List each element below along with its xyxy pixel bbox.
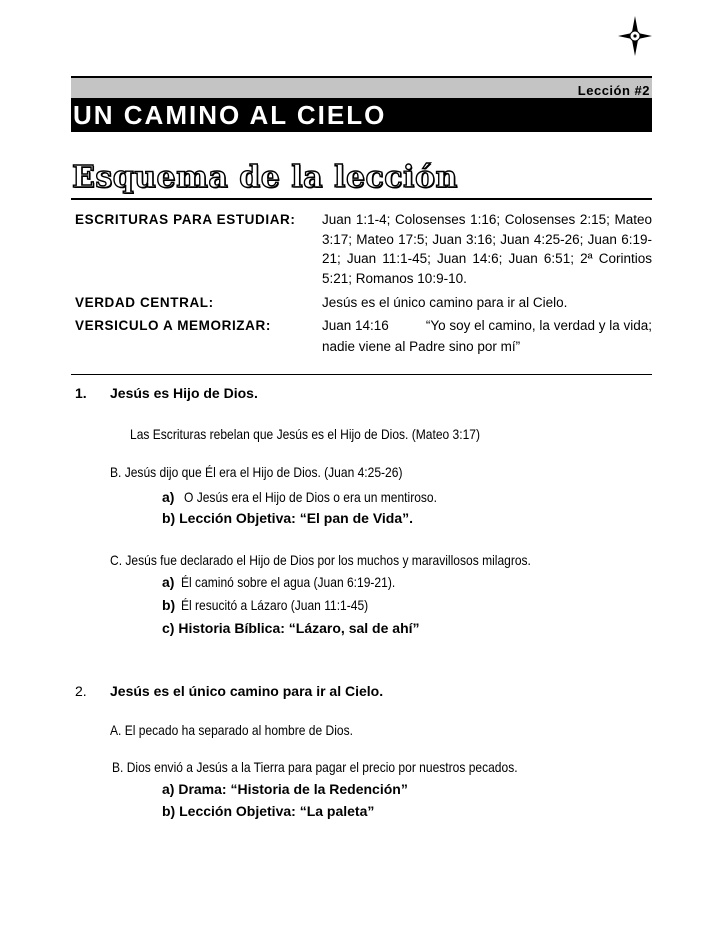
point-2-title: Jesús es el único camino para ir al Cielo. <box>110 683 384 699</box>
title-band <box>71 98 652 132</box>
point-1-c-c: c) Historia Bíblica: “Lázaro, sal de ahí” <box>162 620 420 636</box>
point-1-b-a-mark: a) <box>162 489 175 505</box>
scriptures-value: Juan 1:1-4; Colosenses 1:16; Colosenses 2:15; Mateo 3:17; Mateo 17:5; Juan 3:16; Juan 4:25-26; Juan 6:19-21; Juan 11:1-45; Juan 14:6; Juan 6:51; 2ª Corintios 5:21; Romanos 10:9-10. <box>322 212 652 286</box>
heading-divider <box>71 198 652 200</box>
point-2-b: B. Dios envió a Jesús a la Tierra para pagar el precio por nuestros pecados. <box>112 759 518 775</box>
point-1-number: 1. <box>75 385 87 401</box>
lesson-band <box>71 76 652 100</box>
point-2-number: 2. <box>75 683 87 699</box>
point-1-c-b-mark: b) <box>162 597 176 613</box>
point-1-c: C. Jesús fue declarado el Hijo de Dios por los muchos y maravillosos milagros. <box>110 552 531 568</box>
verse-ref: Juan 14:16 <box>322 318 389 333</box>
truth-value: Jesús es el único camino para ir al Cielo. <box>322 295 568 310</box>
point-1-c-b-text: Él resucitó a Lázaro (Juan 11:1-45) <box>181 597 369 613</box>
verse-text-1: “Yo soy el camino, la verdad y la vida; <box>425 318 652 333</box>
scriptures-label: ESCRITURAS PARA ESTUDIAR: <box>75 212 296 227</box>
point-1-c-a-text: Él caminó sobre el agua (Juan 6:19-21). <box>181 574 396 590</box>
section-heading: Esquema de la lección <box>72 160 458 195</box>
point-1-b: B. Jesús dijo que Él era el Hijo de Dios. (Juan 4:25-26) <box>110 464 403 480</box>
point-2-b-b: b) Lección Objetiva: “La paleta” <box>162 803 375 819</box>
truth-label: VERDAD CENTRAL: <box>75 295 214 310</box>
compass-logo-icon <box>618 16 652 56</box>
point-2-b-a: a) Drama: “Historia de la Redención” <box>162 781 408 797</box>
verse-text-2: nadie viene al Padre sino por mí” <box>322 339 521 354</box>
point-1-title: Jesús es Hijo de Dios. <box>110 385 258 401</box>
page-title: UN CAMINO AL CIELO <box>73 100 387 130</box>
point-1-b-a-text: O Jesús era el Hijo de Dios o era un mentiroso. <box>184 489 437 505</box>
lesson-number: Lección #2 <box>577 83 650 98</box>
references-divider <box>71 374 652 375</box>
point-2-a: A. El pecado ha separado al hombre de Dios. <box>110 722 353 738</box>
point-1-c-a-mark: a) <box>162 574 175 590</box>
verse-label: VERSICULO A MEMORIZAR: <box>75 318 271 333</box>
point-1-intro: Las Escrituras rebelan que Jesús es el Hijo de Dios. (Mateo 3:17) <box>130 426 481 442</box>
point-1-b-b: b) Lección Objetiva: “El pan de Vida”. <box>162 510 414 526</box>
